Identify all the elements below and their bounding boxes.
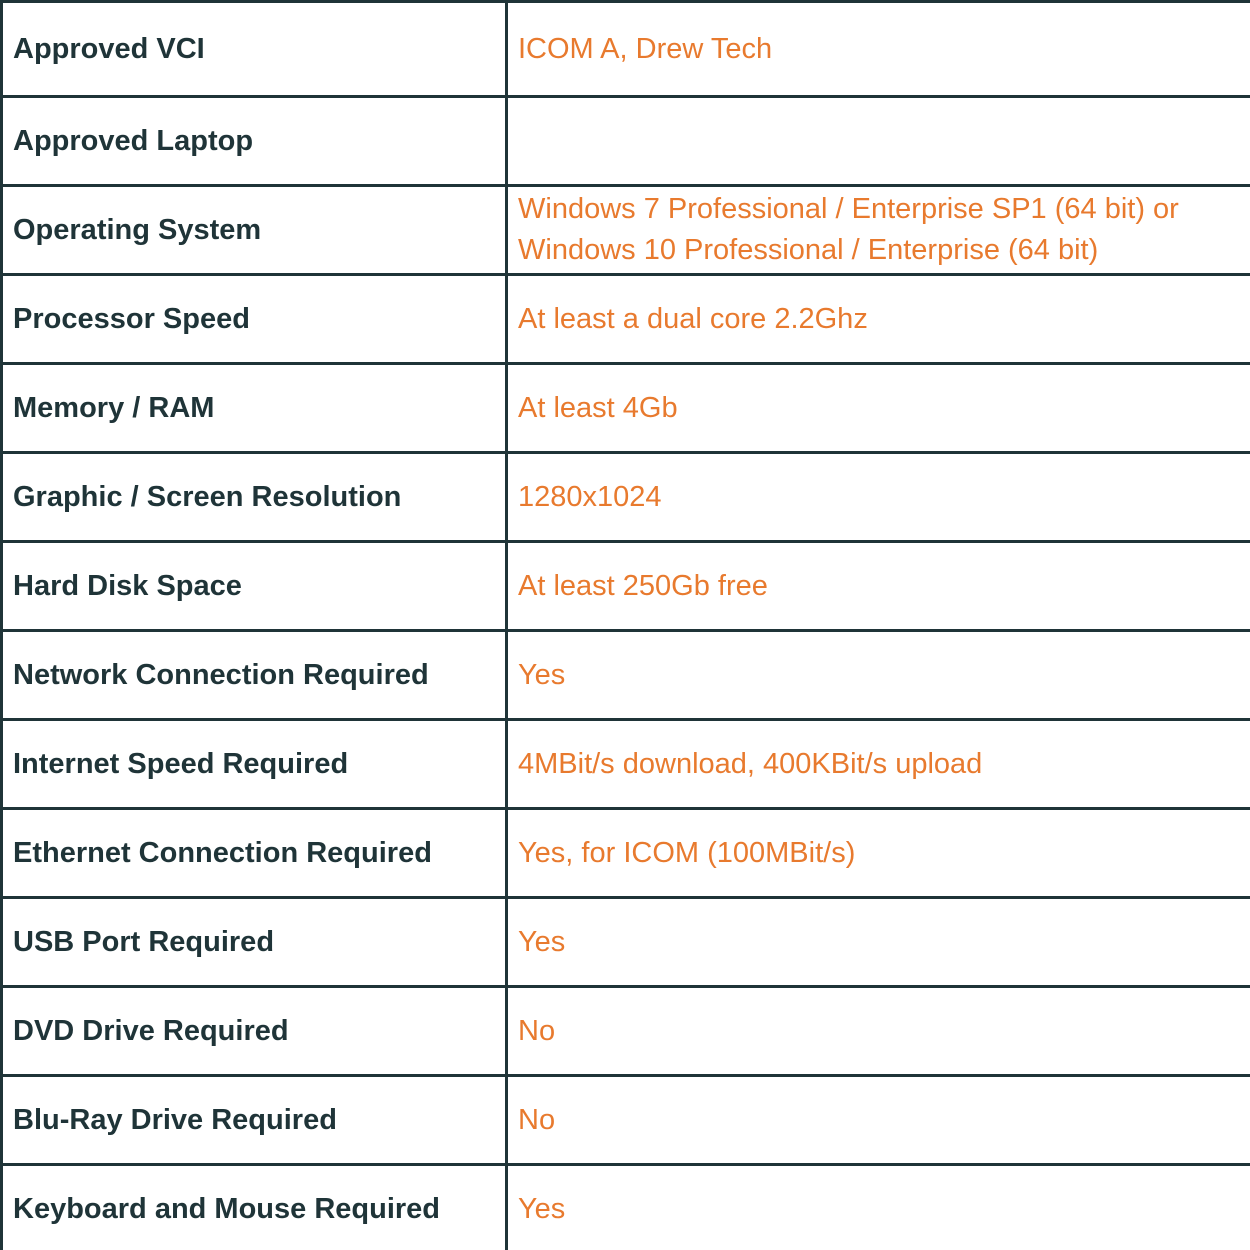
table-row [2,1165,1250,1250]
table-row [2,2,1250,97]
table-row [2,720,1250,809]
row-value [507,186,1250,275]
row-label: Hard Disk Space [2,542,507,631]
row-value: Yes, for ICOM (100MBit/s) [507,809,1250,898]
table-row [2,453,1250,542]
row-value: No [507,987,1250,1076]
row-label: Graphic / Screen Resolution [2,453,507,542]
row-value: At least a dual core 2.2Ghz [507,275,1250,364]
table-row [2,809,1250,898]
row-value: Yes [507,631,1250,720]
row-value: No [507,1076,1250,1165]
row-value: At least 4Gb [507,364,1250,453]
row-value: 1280x1024 [507,453,1250,542]
row-label: Processor Speed [2,275,507,364]
table-row [2,542,1250,631]
row-label: Keyboard and Mouse Required [2,1165,507,1250]
row-label: Approved VCI [2,2,507,97]
row-label: Internet Speed Required [2,720,507,809]
row-value-line: Windows 10 Professional / Enterprise (64 bit) [518,234,1099,266]
row-value: ICOM A, Drew Tech [507,2,1250,97]
row-label: USB Port Required [2,898,507,987]
table-row [2,275,1250,364]
table-row [2,186,1250,275]
row-label: Approved Laptop [2,97,507,186]
row-label: DVD Drive Required [2,987,507,1076]
table-row [2,364,1250,453]
table-row [2,898,1250,987]
row-label: Blu-Ray Drive Required [2,1076,507,1165]
row-label: Network Connection Required [2,631,507,720]
row-value: 4MBit/s download, 400KBit/s upload [507,720,1250,809]
row-label: Memory / RAM [2,364,507,453]
row-value [507,97,1250,186]
row-label: Ethernet Connection Required [2,809,507,898]
table-row [2,987,1250,1076]
table-row [2,1076,1250,1165]
row-value-line: Windows 7 Professional / Enterprise SP1 (64 bit) or [518,193,1179,225]
table-row [2,97,1250,186]
row-value: Yes [507,898,1250,987]
table-row [2,631,1250,720]
row-label: Operating System [2,186,507,275]
row-value: Yes [507,1165,1250,1250]
row-value: At least 250Gb free [507,542,1250,631]
